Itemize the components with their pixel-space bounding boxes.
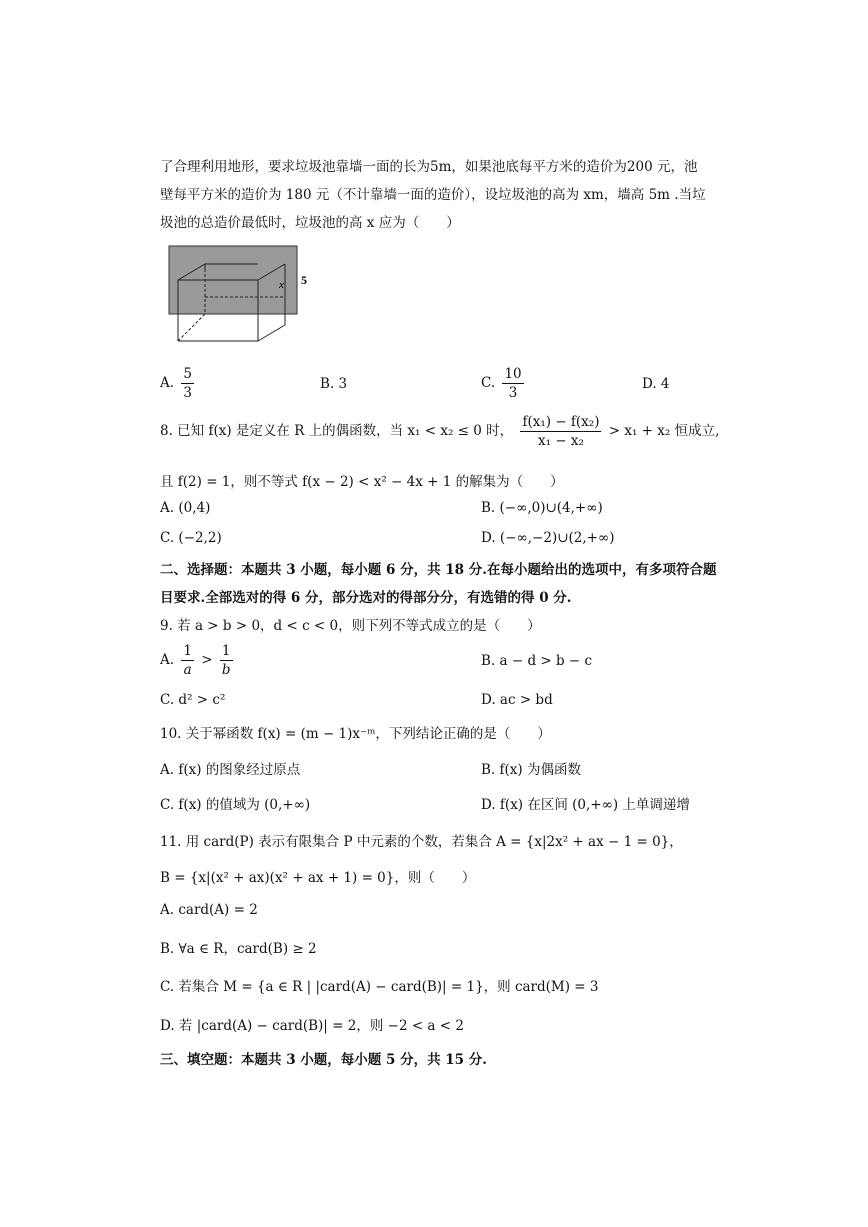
- denominator: a: [183, 662, 192, 678]
- q10-option-b: B. f(x) 为偶函数: [481, 762, 581, 778]
- q11-option-a: A. card(A) = 2: [160, 902, 258, 918]
- fraction: [502, 365, 523, 402]
- q10-option-c: C. f(x) 的值域为 (0,+∞): [160, 797, 311, 813]
- denominator: x₁ − x₂: [537, 433, 584, 449]
- q10-option-d: D. f(x) 在区间 (0,+∞) 上单调递增: [481, 797, 690, 813]
- q7-line-3: 圾池的总造价最低时，垃圾池的高 x 应为（ ）: [160, 215, 460, 231]
- denominator: 3: [183, 385, 192, 401]
- q9-option-a: [160, 642, 236, 679]
- q8-stem: [160, 413, 719, 450]
- numerator: f(x₁) − f(x₂): [522, 414, 600, 430]
- q8-option-a: A. (0,4): [160, 500, 211, 516]
- q7-line-1: 了合理利用地形，要求垃圾池靠墙一面的长为5m，如果池底每平方米的造价为200 元，池: [160, 159, 698, 175]
- q7-line-2: 壁每平方米的造价为 180 元（不计靠墙一面的造价），设垃圾池的高为 xm，墙高 5m .当垃: [160, 187, 706, 203]
- numerator: 10: [504, 366, 522, 382]
- q8-line-2: 且 f(2) = 1，则不等式 f(x − 2) < x² − 4x + 1 的解集为（ ）: [160, 474, 564, 490]
- q7-option-b: B. 3: [320, 376, 348, 392]
- q7-option-d: D. 4: [642, 376, 670, 392]
- q8-prefix: 8. 已知 f(x) 是定义在 R 上的偶函数，当 x₁ < x₂ ≤ 0 时，: [160, 423, 514, 439]
- q8-option-c: C. (−2,2): [160, 530, 222, 546]
- q11-option-d: D. 若 |card(A) − card(B)| = 2，则 −2 < a < 2: [160, 1018, 464, 1034]
- q8-option-b: B. (−∞,0)∪(4,+∞): [481, 500, 603, 516]
- q7-option-c: [481, 365, 527, 402]
- q8-option-d: D. (−∞,−2)∪(2,+∞): [481, 530, 615, 546]
- fraction: [220, 642, 233, 679]
- numerator: 1: [220, 642, 233, 661]
- numerator: 5: [183, 366, 192, 382]
- numerator: 1: [183, 643, 192, 659]
- q11-line-2: B = {x|(x² + ax)(x² + ax + 1) = 0}，则（ ）: [160, 870, 476, 886]
- fraction: [181, 365, 194, 402]
- q11-option-b: B. ∀a ∈ R，card(B) ≥ 2: [160, 941, 317, 957]
- fraction: [181, 642, 194, 679]
- figure-label-x: x: [279, 279, 284, 291]
- figure-label-5: 5: [301, 273, 307, 287]
- denominator: 3: [508, 385, 518, 401]
- section-2-line-2: 目要求.全部选对的得 6 分，部分选对的得部分分，有选错的得 0 分.: [160, 590, 572, 606]
- q9-option-c: C. d² > c²: [160, 692, 226, 708]
- section-2-line-1: 二、选择题：本题共 3 小题，每小题 6 分，共 18 分.在每小题给出的选项中，有多项符合题: [160, 562, 717, 578]
- operator: >: [201, 652, 213, 668]
- section-3-line-1: 三、填空题：本题共 3 小题，每小题 5 分，共 15 分.: [160, 1052, 487, 1068]
- q9-option-b: B. a − d > b − c: [481, 653, 593, 669]
- q10-stem: 10. 关于幂函数 f(x) = (m − 1)x⁻ᵐ，下列结论正确的是（ ）: [160, 726, 551, 742]
- denominator: b: [221, 662, 231, 678]
- q9-option-d: D. ac > bd: [481, 692, 553, 708]
- q8-suffix: > x₁ + x₂ 恒成立,: [608, 423, 720, 439]
- option-label: C.: [481, 375, 496, 391]
- q10-option-a: A. f(x) 的图象经过原点: [160, 762, 301, 778]
- q7-option-a: [160, 365, 197, 402]
- q11-option-c: C. 若集合 M = {a ∈ R | |card(A) − card(B)| = 1}，则 card(M) = 3: [160, 979, 599, 995]
- q8-fraction: [520, 413, 601, 450]
- option-label: A.: [160, 652, 175, 668]
- q9-stem: 9. 若 a > b > 0，d < c < 0，则下列不等式成立的是（ ）: [160, 618, 541, 634]
- q11-stem: 11. 用 card(P) 表示有限集合 P 中元素的个数，若集合 A = {x|2x² + ax − 1 = 0}，: [160, 834, 683, 850]
- trash-pit-figure: [165, 244, 315, 344]
- option-label: A.: [160, 375, 175, 391]
